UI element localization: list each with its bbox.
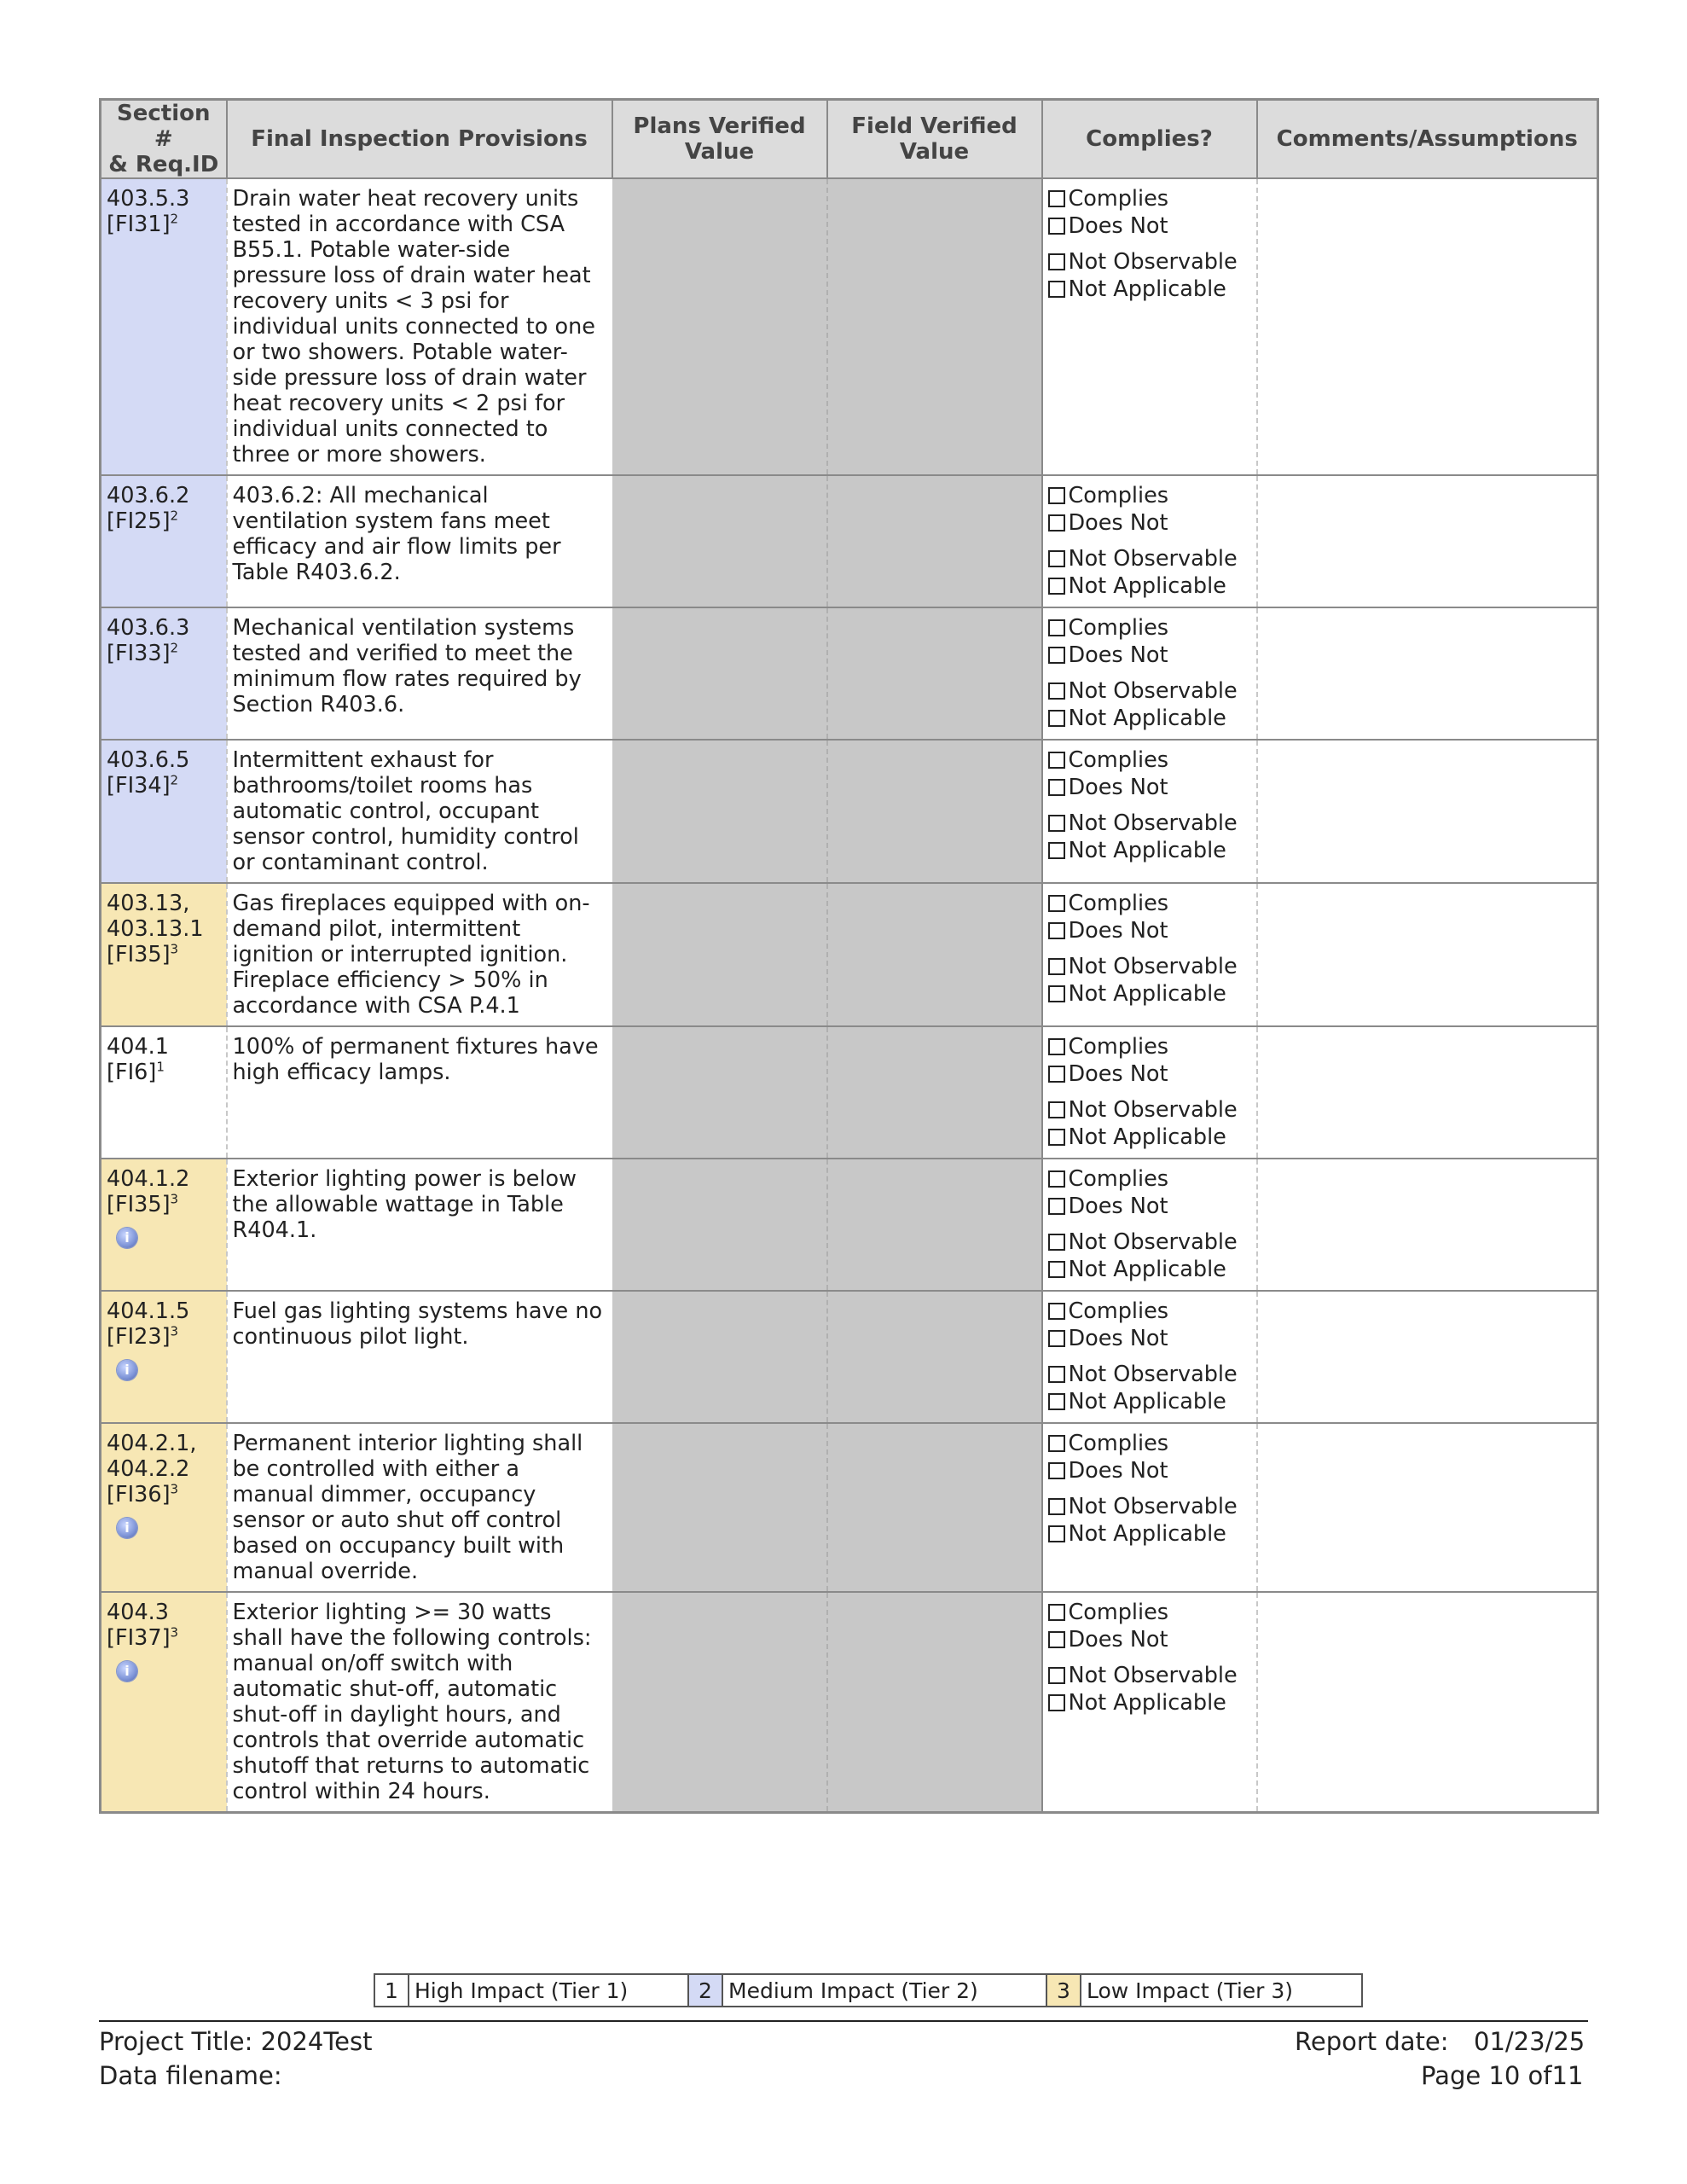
project-title: Project Title: 2024Test bbox=[99, 2027, 373, 2056]
header-field-verified: Field Verified Value bbox=[827, 100, 1042, 179]
complies-options bbox=[1042, 1592, 1257, 1813]
checkbox[interactable] bbox=[1048, 1694, 1065, 1711]
checkbox[interactable] bbox=[1048, 922, 1065, 939]
table-row bbox=[101, 178, 1598, 475]
legend-num: 1 bbox=[375, 1975, 409, 2006]
checkbox[interactable] bbox=[1048, 682, 1065, 700]
req-id: $[FI25]^2$ bbox=[107, 508, 179, 534]
option-label: Does Not bbox=[1068, 1061, 1168, 1087]
checkbox[interactable] bbox=[1048, 842, 1065, 859]
option-does-not[interactable] bbox=[1048, 1456, 1253, 1484]
checkbox[interactable] bbox=[1048, 779, 1065, 796]
table-row bbox=[101, 475, 1598, 607]
section-cell bbox=[101, 1026, 227, 1159]
option-label: Complies bbox=[1068, 1431, 1169, 1456]
option-not-applicable[interactable] bbox=[1048, 572, 1253, 599]
field-verified-value[interactable] bbox=[827, 1592, 1042, 1813]
option-not-observable[interactable] bbox=[1048, 1228, 1253, 1255]
info-icon[interactable]: i bbox=[117, 1518, 137, 1538]
option-label: Complies bbox=[1068, 186, 1169, 212]
provision-text: Gas fireplaces equipped with on-demand pilot, intermittent ignition or interrupted ignition. Fireplace efficiency > 50% in accordance with CSA P.4.1 bbox=[227, 883, 612, 1026]
plans-verified-value[interactable] bbox=[612, 178, 827, 475]
field-verified-value[interactable] bbox=[827, 607, 1042, 740]
comments-field[interactable] bbox=[1257, 1592, 1598, 1813]
checkbox[interactable] bbox=[1048, 1604, 1065, 1621]
option-label: Not Observable bbox=[1068, 1229, 1238, 1255]
option-not-applicable[interactable] bbox=[1048, 1688, 1253, 1716]
checkbox[interactable] bbox=[1048, 619, 1065, 636]
option-not-observable[interactable] bbox=[1048, 1360, 1253, 1387]
option-not-observable[interactable] bbox=[1048, 544, 1253, 572]
option-label: Not Applicable bbox=[1068, 573, 1226, 599]
checkbox[interactable] bbox=[1048, 190, 1065, 207]
complies-options bbox=[1042, 1159, 1257, 1291]
option-does-not[interactable] bbox=[1048, 1192, 1253, 1219]
option-label: Does Not bbox=[1068, 642, 1168, 668]
info-icon[interactable]: i bbox=[117, 1661, 137, 1682]
provision-text: 100% of permanent fixtures have high efficacy lamps. bbox=[227, 1026, 612, 1159]
checkbox[interactable] bbox=[1048, 895, 1065, 912]
checkbox[interactable] bbox=[1048, 1198, 1065, 1215]
option-not-observable[interactable] bbox=[1048, 247, 1253, 275]
table-row bbox=[101, 1592, 1598, 1813]
option-label: Not Applicable bbox=[1068, 276, 1226, 302]
req-id: $[FI34]^2$ bbox=[107, 772, 179, 799]
option-label: Not Applicable bbox=[1068, 1521, 1226, 1547]
checkbox[interactable] bbox=[1048, 815, 1065, 832]
section-number: 403.6.2 bbox=[107, 483, 190, 508]
option-label: Not Observable bbox=[1068, 954, 1238, 979]
option-not-applicable[interactable] bbox=[1048, 1255, 1253, 1282]
option-label: Not Observable bbox=[1068, 1494, 1238, 1519]
comments-field[interactable] bbox=[1257, 883, 1598, 1026]
table-row bbox=[101, 740, 1598, 883]
plans-verified-value[interactable] bbox=[612, 1159, 827, 1291]
section-number: 403.13.1 bbox=[107, 916, 204, 942]
provision-text: Exterior lighting >= 30 watts shall have the following controls: manual on/off switch with automatic shut-off, automatic shut-off in daylight hours, and controls that override automatic shutoff that returns to automatic control within 24 hours. bbox=[227, 1592, 612, 1813]
table-row bbox=[101, 1159, 1598, 1291]
option-label: Not Observable bbox=[1068, 1362, 1238, 1387]
option-not-observable[interactable] bbox=[1048, 1661, 1253, 1688]
checkbox[interactable] bbox=[1048, 985, 1065, 1002]
checkbox[interactable] bbox=[1048, 647, 1065, 664]
checkbox[interactable] bbox=[1048, 1038, 1065, 1055]
info-icon[interactable]: i bbox=[117, 1228, 137, 1248]
checkbox[interactable] bbox=[1048, 1330, 1065, 1347]
complies-options bbox=[1042, 607, 1257, 740]
checkbox[interactable] bbox=[1048, 281, 1065, 298]
checkbox[interactable] bbox=[1048, 1303, 1065, 1320]
checkbox[interactable] bbox=[1048, 550, 1065, 567]
option-not-applicable[interactable] bbox=[1048, 1519, 1253, 1547]
plans-verified-value[interactable] bbox=[612, 1291, 827, 1423]
option-not-applicable[interactable] bbox=[1048, 1123, 1253, 1150]
header-section: Section # & Req.ID bbox=[101, 100, 227, 179]
option-complies[interactable] bbox=[1048, 1032, 1253, 1060]
option-label: Does Not bbox=[1068, 775, 1168, 800]
checkbox[interactable] bbox=[1048, 1525, 1065, 1542]
field-verified-value[interactable] bbox=[827, 1291, 1042, 1423]
provision-text: Fuel gas lighting systems have no continuous pilot light. bbox=[227, 1291, 612, 1423]
header-complies: Complies? bbox=[1042, 100, 1257, 179]
complies-options bbox=[1042, 883, 1257, 1026]
option-does-not[interactable] bbox=[1048, 916, 1253, 944]
option-label: Not Applicable bbox=[1068, 1389, 1226, 1414]
section-number: 404.1.2 bbox=[107, 1166, 190, 1192]
report-date: 01/23/25 bbox=[1474, 2027, 1586, 2056]
option-label: Does Not bbox=[1068, 1194, 1168, 1219]
option-label: Complies bbox=[1068, 1600, 1169, 1625]
field-verified-value[interactable] bbox=[827, 1159, 1042, 1291]
checkbox[interactable] bbox=[1048, 1393, 1065, 1410]
provision-text: 403.6.2: All mechanical ventilation system fans meet efficacy and air flow limits per Table R403.6.2. bbox=[227, 475, 612, 607]
option-label: Not Observable bbox=[1068, 546, 1238, 572]
option-label: Does Not bbox=[1068, 1326, 1168, 1351]
checkbox[interactable] bbox=[1048, 1366, 1065, 1383]
option-not-observable[interactable] bbox=[1048, 677, 1253, 704]
section-number: 403.6.5 bbox=[107, 747, 190, 773]
option-label: Complies bbox=[1068, 615, 1169, 641]
option-complies[interactable] bbox=[1048, 889, 1253, 916]
inspection-table bbox=[99, 98, 1599, 1814]
section-cell bbox=[101, 1592, 227, 1813]
section-cell bbox=[101, 178, 227, 475]
checkbox[interactable] bbox=[1048, 1462, 1065, 1479]
option-label: Not Applicable bbox=[1068, 838, 1226, 863]
option-does-not[interactable] bbox=[1048, 1060, 1253, 1087]
option-not-applicable[interactable] bbox=[1048, 1387, 1253, 1414]
section-number: 404.1.5 bbox=[107, 1298, 190, 1324]
comments-field[interactable] bbox=[1257, 607, 1598, 740]
checkbox[interactable] bbox=[1048, 578, 1065, 595]
legend-label: Low Impact (Tier 3) bbox=[1087, 1978, 1294, 2003]
complies-options bbox=[1042, 1423, 1257, 1592]
option-label: Does Not bbox=[1068, 213, 1168, 239]
complies-options bbox=[1042, 740, 1257, 883]
complies-options bbox=[1042, 475, 1257, 607]
field-verified-value[interactable] bbox=[827, 1423, 1042, 1592]
table-row bbox=[101, 1291, 1598, 1423]
table-row bbox=[101, 883, 1598, 1026]
option-not-observable[interactable] bbox=[1048, 809, 1253, 836]
section-number: 403.5.3 bbox=[107, 186, 190, 212]
checkbox[interactable] bbox=[1048, 1066, 1065, 1083]
field-verified-value[interactable] bbox=[827, 475, 1042, 607]
header-comments: Comments/Assumptions bbox=[1257, 100, 1598, 179]
option-does-not[interactable] bbox=[1048, 1324, 1253, 1351]
provision-text: Permanent interior lighting shall be controlled with either a manual dimmer, occupancy sensor or auto shut off control based on occupancy built with manual override. bbox=[227, 1423, 612, 1592]
comments-field[interactable] bbox=[1257, 740, 1598, 883]
checkbox[interactable] bbox=[1048, 958, 1065, 975]
section-number: 403.6.3 bbox=[107, 615, 190, 641]
plans-verified-value[interactable] bbox=[612, 607, 827, 740]
option-does-not[interactable] bbox=[1048, 1625, 1253, 1653]
option-label: Not Applicable bbox=[1068, 981, 1226, 1007]
section-cell bbox=[101, 1423, 227, 1592]
comments-field[interactable] bbox=[1257, 1026, 1598, 1159]
option-complies[interactable] bbox=[1048, 481, 1253, 508]
option-label: Not Applicable bbox=[1068, 706, 1226, 731]
plans-verified-value[interactable] bbox=[612, 1026, 827, 1159]
checkbox[interactable] bbox=[1048, 1234, 1065, 1251]
checkbox[interactable] bbox=[1048, 514, 1065, 531]
provision-text: Mechanical ventilation systems tested and verified to meet the minimum flow rates required by Section R403.6. bbox=[227, 607, 612, 740]
legend-label: High Impact (Tier 1) bbox=[409, 1975, 689, 2006]
provision-text: Intermittent exhaust for bathrooms/toilet rooms has automatic control, occupant sensor control, humidity control or contaminant control. bbox=[227, 740, 612, 883]
legend-num: 2 bbox=[689, 1975, 723, 2006]
plans-verified-value[interactable] bbox=[612, 1592, 827, 1813]
option-label: Not Applicable bbox=[1068, 1124, 1226, 1150]
option-complies[interactable] bbox=[1048, 1598, 1253, 1625]
complies-options bbox=[1042, 1291, 1257, 1423]
checkbox[interactable] bbox=[1048, 1498, 1065, 1515]
table-row bbox=[101, 1026, 1598, 1159]
field-verified-value[interactable] bbox=[827, 1026, 1042, 1159]
req-id: $[FI23]^3$ bbox=[107, 1323, 179, 1350]
section-number: 403.13, bbox=[107, 891, 190, 916]
option-does-not[interactable] bbox=[1048, 212, 1253, 239]
option-label: Does Not bbox=[1068, 510, 1168, 536]
field-verified-value[interactable] bbox=[827, 178, 1042, 475]
checkbox[interactable] bbox=[1048, 218, 1065, 235]
plans-verified-value[interactable] bbox=[612, 883, 827, 1026]
option-does-not[interactable] bbox=[1048, 773, 1253, 800]
option-complies[interactable] bbox=[1048, 613, 1253, 641]
option-complies[interactable] bbox=[1048, 1165, 1253, 1192]
option-label: Not Observable bbox=[1068, 678, 1238, 704]
section-cell bbox=[101, 1291, 227, 1423]
plans-verified-value[interactable] bbox=[612, 740, 827, 883]
comments-field[interactable] bbox=[1257, 475, 1598, 607]
option-label: Complies bbox=[1068, 1034, 1169, 1060]
comments-field[interactable] bbox=[1257, 1291, 1598, 1423]
section-cell bbox=[101, 607, 227, 740]
option-not-applicable[interactable] bbox=[1048, 979, 1253, 1007]
complies-options bbox=[1042, 1026, 1257, 1159]
option-complies[interactable] bbox=[1048, 184, 1253, 212]
option-label: Not Applicable bbox=[1068, 1257, 1226, 1282]
checkbox[interactable] bbox=[1048, 1101, 1065, 1118]
option-not-applicable[interactable] bbox=[1048, 704, 1253, 731]
provision-text: Exterior lighting power is below the allowable wattage in Table R404.1. bbox=[227, 1159, 612, 1291]
legend-label: Medium Impact (Tier 2) bbox=[723, 1975, 1047, 2006]
option-not-observable[interactable] bbox=[1048, 1095, 1253, 1123]
option-label: Complies bbox=[1068, 891, 1169, 916]
option-label: Not Observable bbox=[1068, 1097, 1238, 1123]
option-label: Not Observable bbox=[1068, 1663, 1238, 1688]
option-not-applicable[interactable] bbox=[1048, 836, 1253, 863]
option-not-observable[interactable] bbox=[1048, 1492, 1253, 1519]
section-cell bbox=[101, 740, 227, 883]
section-number: 404.3 bbox=[107, 1600, 170, 1625]
option-label: Not Observable bbox=[1068, 810, 1238, 836]
plans-verified-value[interactable] bbox=[612, 1423, 827, 1592]
checkbox[interactable] bbox=[1048, 1667, 1065, 1684]
option-not-applicable[interactable] bbox=[1048, 275, 1253, 302]
checkbox[interactable] bbox=[1048, 1435, 1065, 1452]
checkbox[interactable] bbox=[1048, 752, 1065, 769]
option-label: Not Observable bbox=[1068, 249, 1238, 275]
option-not-observable[interactable] bbox=[1048, 952, 1253, 979]
tier-legend bbox=[374, 1973, 1363, 2007]
plans-verified-value[interactable] bbox=[612, 475, 827, 607]
option-complies[interactable] bbox=[1048, 1429, 1253, 1456]
section-number: 404.1 bbox=[107, 1034, 170, 1060]
comments-field[interactable] bbox=[1257, 1159, 1598, 1291]
header-provisions: Final Inspection Provisions bbox=[227, 100, 612, 179]
comments-field[interactable] bbox=[1257, 1423, 1598, 1592]
checkbox[interactable] bbox=[1048, 487, 1065, 504]
section-cell bbox=[101, 883, 227, 1026]
section-number: 404.2.2 bbox=[107, 1456, 190, 1482]
req-id: $[FI35]^3$ bbox=[107, 941, 179, 967]
option-label: Complies bbox=[1068, 1166, 1169, 1192]
req-id: $[FI6]^1$ bbox=[107, 1059, 165, 1085]
field-verified-value[interactable] bbox=[827, 883, 1042, 1026]
checkbox[interactable] bbox=[1048, 253, 1065, 270]
option-complies[interactable] bbox=[1048, 1297, 1253, 1324]
option-does-not[interactable] bbox=[1048, 508, 1253, 536]
option-label: Does Not bbox=[1068, 1458, 1168, 1484]
section-cell bbox=[101, 475, 227, 607]
checkbox[interactable] bbox=[1048, 1631, 1065, 1648]
complies-options bbox=[1042, 178, 1257, 475]
page-number: Page 10 of11 bbox=[1421, 2061, 1584, 2090]
option-label: Does Not bbox=[1068, 918, 1168, 944]
option-label: Not Applicable bbox=[1068, 1690, 1226, 1716]
req-id: $[FI37]^3$ bbox=[107, 1624, 179, 1651]
table-header-row bbox=[101, 100, 1598, 179]
table-row bbox=[101, 607, 1598, 740]
req-id: $[FI35]^3$ bbox=[107, 1191, 179, 1217]
checkbox[interactable] bbox=[1048, 1170, 1065, 1188]
option-label: Complies bbox=[1068, 747, 1169, 773]
option-label: Complies bbox=[1068, 483, 1169, 508]
option-label: Complies bbox=[1068, 1298, 1169, 1324]
checkbox[interactable] bbox=[1048, 710, 1065, 727]
section-cell bbox=[101, 1159, 227, 1291]
comments-field[interactable] bbox=[1257, 178, 1598, 475]
field-verified-value[interactable] bbox=[827, 740, 1042, 883]
option-complies[interactable] bbox=[1048, 746, 1253, 773]
header-plans-verified: Plans Verified Value bbox=[612, 100, 827, 179]
section-number: 404.2.1, bbox=[107, 1431, 197, 1456]
footer-divider bbox=[99, 2020, 1588, 2022]
table-row bbox=[101, 1423, 1598, 1592]
req-id: $[FI33]^2$ bbox=[107, 640, 179, 666]
option-label: Does Not bbox=[1068, 1627, 1168, 1653]
req-id: $[FI36]^3$ bbox=[107, 1481, 179, 1507]
provision-text: Drain water heat recovery units tested in accordance with CSA B55.1. Potable water-side pressure loss of drain water heat recovery units < 3 psi for individual units connected to one or two showers. Potable water-side pressure loss of drain water heat recovery units < 2 psi for individual units connected to three or more showers. bbox=[227, 178, 612, 475]
checkbox[interactable] bbox=[1048, 1261, 1065, 1278]
checkbox[interactable] bbox=[1048, 1129, 1065, 1146]
info-icon[interactable]: i bbox=[117, 1360, 137, 1380]
data-filename: Data filename: bbox=[99, 2061, 282, 2090]
req-id: $[FI31]^2$ bbox=[107, 211, 179, 237]
legend-num: 3 bbox=[1047, 1975, 1081, 2006]
option-does-not[interactable] bbox=[1048, 641, 1253, 668]
report-date-label: Report date: bbox=[1295, 2027, 1449, 2056]
